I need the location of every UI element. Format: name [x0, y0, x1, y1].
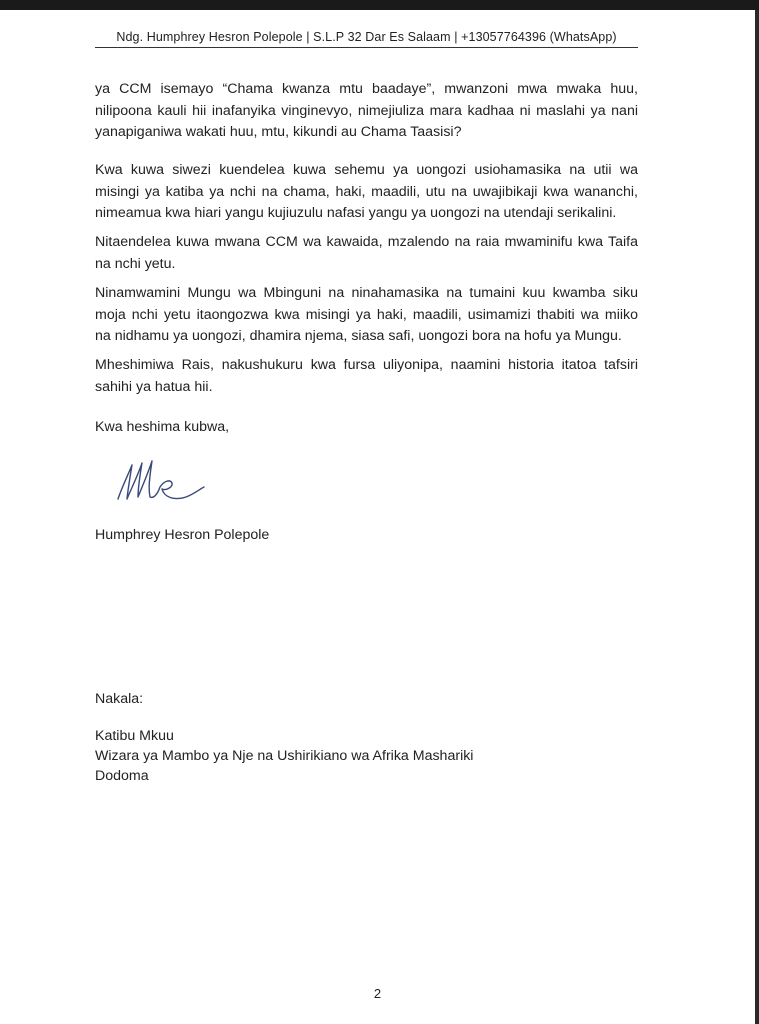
cc-label: Nakala: [95, 691, 144, 707]
letterhead-header: Ndg. Humphrey Hesron Polepole | S.L.P 32 Dar Es Salaam | +13057764396 (WhatsApp) [95, 30, 638, 48]
paragraph-line: na nidhamu ya uongozi, dhamira njema, siasa safi, uongozi bora na hofu ya Mungu. [95, 328, 622, 344]
paragraph-line: yanapiganiwa wakati huu, mtu, kikundi au Chama Taasisi? [95, 124, 462, 140]
paragraph-line: Kwa kuwa siwezi kuendelea kuwa sehemu ya uongozi usiohamasika na utii wa [95, 162, 638, 178]
paragraph-line: nimeamua kwa hiari yangu kujiuzulu nafasi yangu ya uongozi na utendaji serikalini. [95, 205, 617, 221]
cc-line: Dodoma [95, 768, 149, 784]
paragraph-line: ya CCM isemayo “Chama kwanza mtu baadaye”, mwanzoni mwa mwaka huu, [95, 81, 638, 97]
signature-icon [110, 447, 220, 517]
top-dark-bar [0, 0, 759, 10]
paragraph-line: nilipoona kauli hii inafanyika vinginevyo, nimejiuliza mara kadhaa ni maslahi ya nani [95, 102, 638, 119]
paragraph-4 [95, 283, 638, 348]
closing-salutation: Kwa heshima kubwa, [95, 419, 230, 435]
cc-line: Katibu Mkuu [95, 728, 174, 744]
page-number: 2 [373, 986, 382, 1001]
paragraph-line: na nchi yetu. [95, 255, 176, 272]
paragraph-1 [95, 79, 638, 144]
paragraph-line: moja nchi yetu itaongozwa kwa misingi ya haki, maadili, usimamizi thabiti wa miiko [95, 306, 638, 323]
signer-name: Humphrey Hesron Polepole [95, 527, 270, 543]
paragraph-5 [95, 355, 638, 398]
right-dark-edge [755, 10, 759, 1024]
cc-line: Wizara ya Mambo ya Nje na Ushirikiano wa Afrika Mashariki [95, 748, 474, 764]
paragraph-2 [95, 160, 638, 225]
document-page [0, 10, 755, 1024]
paragraph-line: Nitaendelea kuwa mwana CCM wa kawaida, mzalendo na raia mwaminifu kwa Taifa [95, 234, 638, 250]
paragraph-line: misingi ya katiba ya nchi na chama, haki, maadili, utu na uwajibikaji kwa wananchi, [95, 183, 638, 200]
paragraph-line: Mheshimiwa Rais, nakushukuru kwa fursa uliyonipa, naamini historia itatoa tafsiri [95, 357, 638, 373]
paragraph-3 [95, 232, 638, 275]
paragraph-line: Ninamwamini Mungu wa Mbinguni na ninahamasika na tumaini kuu kwamba siku [95, 285, 638, 301]
paragraph-line: sahihi ya hatua hii. [95, 378, 213, 395]
